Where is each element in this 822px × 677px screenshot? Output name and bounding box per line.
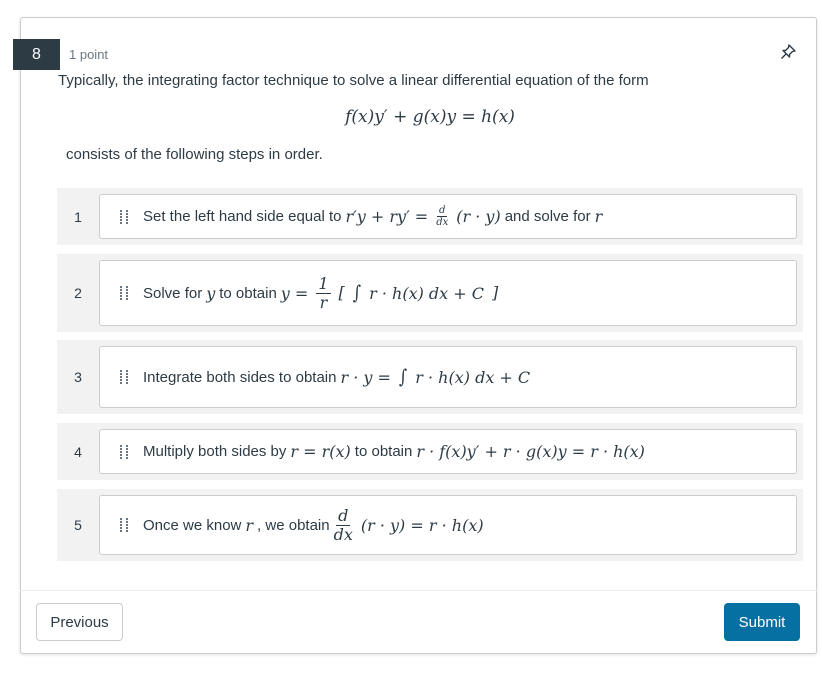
- step-text: to obtain: [354, 443, 413, 460]
- question-points: 1 point: [69, 47, 109, 62]
- ordering-row: [57, 188, 803, 245]
- question-prompt-continued: consists of the following steps in order.: [66, 146, 323, 163]
- row-number: 3: [74, 369, 82, 385]
- step-text: Solve for: [143, 284, 203, 302]
- draggable-step[interactable]: [99, 346, 797, 408]
- draggable-step[interactable]: [99, 429, 797, 474]
- footer-divider: [20, 590, 817, 591]
- step-label: [143, 365, 534, 388]
- step-text: Set the left hand side equal to: [143, 208, 342, 225]
- fraction-numerator: 1: [318, 273, 329, 293]
- step-text: , we obtain: [257, 516, 330, 534]
- right-bracket: ]: [492, 283, 499, 302]
- drag-handle-icon[interactable]: [120, 518, 129, 532]
- ordering-row: [57, 340, 803, 414]
- row-number: 1: [74, 208, 82, 225]
- integral-sign: ∫: [398, 365, 408, 388]
- draggable-step[interactable]: [99, 194, 797, 239]
- step-label: [143, 442, 649, 461]
- ordering-row: [57, 254, 803, 332]
- step-math: r · h(x) dx + C: [369, 283, 484, 303]
- step-label: [143, 507, 488, 543]
- step-math: r: [594, 207, 603, 226]
- step-text: Multiply both sides by: [143, 443, 287, 460]
- question-number-badge: 8: [13, 39, 60, 70]
- left-bracket: [: [338, 283, 345, 302]
- step-math: y =: [280, 283, 309, 303]
- step-label: [143, 205, 606, 228]
- row-number: 5: [74, 517, 82, 533]
- step-text: and solve for: [504, 208, 591, 225]
- fraction: [316, 275, 330, 311]
- fraction: [436, 205, 448, 228]
- fraction-numerator: d: [439, 205, 446, 216]
- step-math: r · f(x)y′ + r · g(x)y = r · h(x): [416, 442, 645, 461]
- drag-handle-icon[interactable]: [120, 445, 129, 459]
- integral-sign: ∫: [352, 281, 362, 304]
- question-prompt: Typically, the integrating factor technique to solve a linear differential equation of the form: [58, 72, 649, 89]
- step-math: r = r(x): [290, 442, 351, 461]
- drag-handle-icon[interactable]: [120, 370, 129, 384]
- fraction-denominator: r: [319, 292, 328, 312]
- row-number: 2: [74, 285, 82, 301]
- step-math: r · y =: [340, 367, 391, 387]
- fraction-denominator: dx: [436, 217, 449, 228]
- pin-icon[interactable]: [778, 42, 798, 62]
- drag-handle-icon[interactable]: [120, 210, 129, 224]
- previous-button[interactable]: Previous: [36, 603, 123, 641]
- ordering-row: [57, 489, 803, 561]
- fraction-numerator: d: [338, 505, 349, 525]
- step-text: Integrate both sides to obtain: [143, 368, 337, 386]
- step-label: [143, 275, 502, 311]
- ordering-row: [57, 423, 803, 480]
- row-number: 4: [74, 443, 82, 460]
- question-equation: f(x)y′ + g(x)y = h(x): [345, 107, 515, 127]
- step-math: r · h(x) dx + C: [415, 367, 531, 387]
- step-text: to obtain: [219, 284, 277, 302]
- step-math: (r · y): [456, 207, 501, 226]
- step-math: (r · y) = r · h(x): [360, 515, 484, 535]
- fraction-denominator: dx: [333, 524, 353, 544]
- fraction: [334, 507, 353, 543]
- drag-handle-icon[interactable]: [120, 286, 129, 300]
- draggable-step[interactable]: [99, 495, 797, 555]
- draggable-step[interactable]: [99, 260, 797, 326]
- step-math: r: [245, 515, 254, 535]
- step-math: r′y + ry′ =: [345, 207, 429, 226]
- step-text: Once we know: [143, 516, 242, 534]
- step-math: y: [206, 283, 216, 303]
- submit-button[interactable]: Submit: [724, 603, 800, 641]
